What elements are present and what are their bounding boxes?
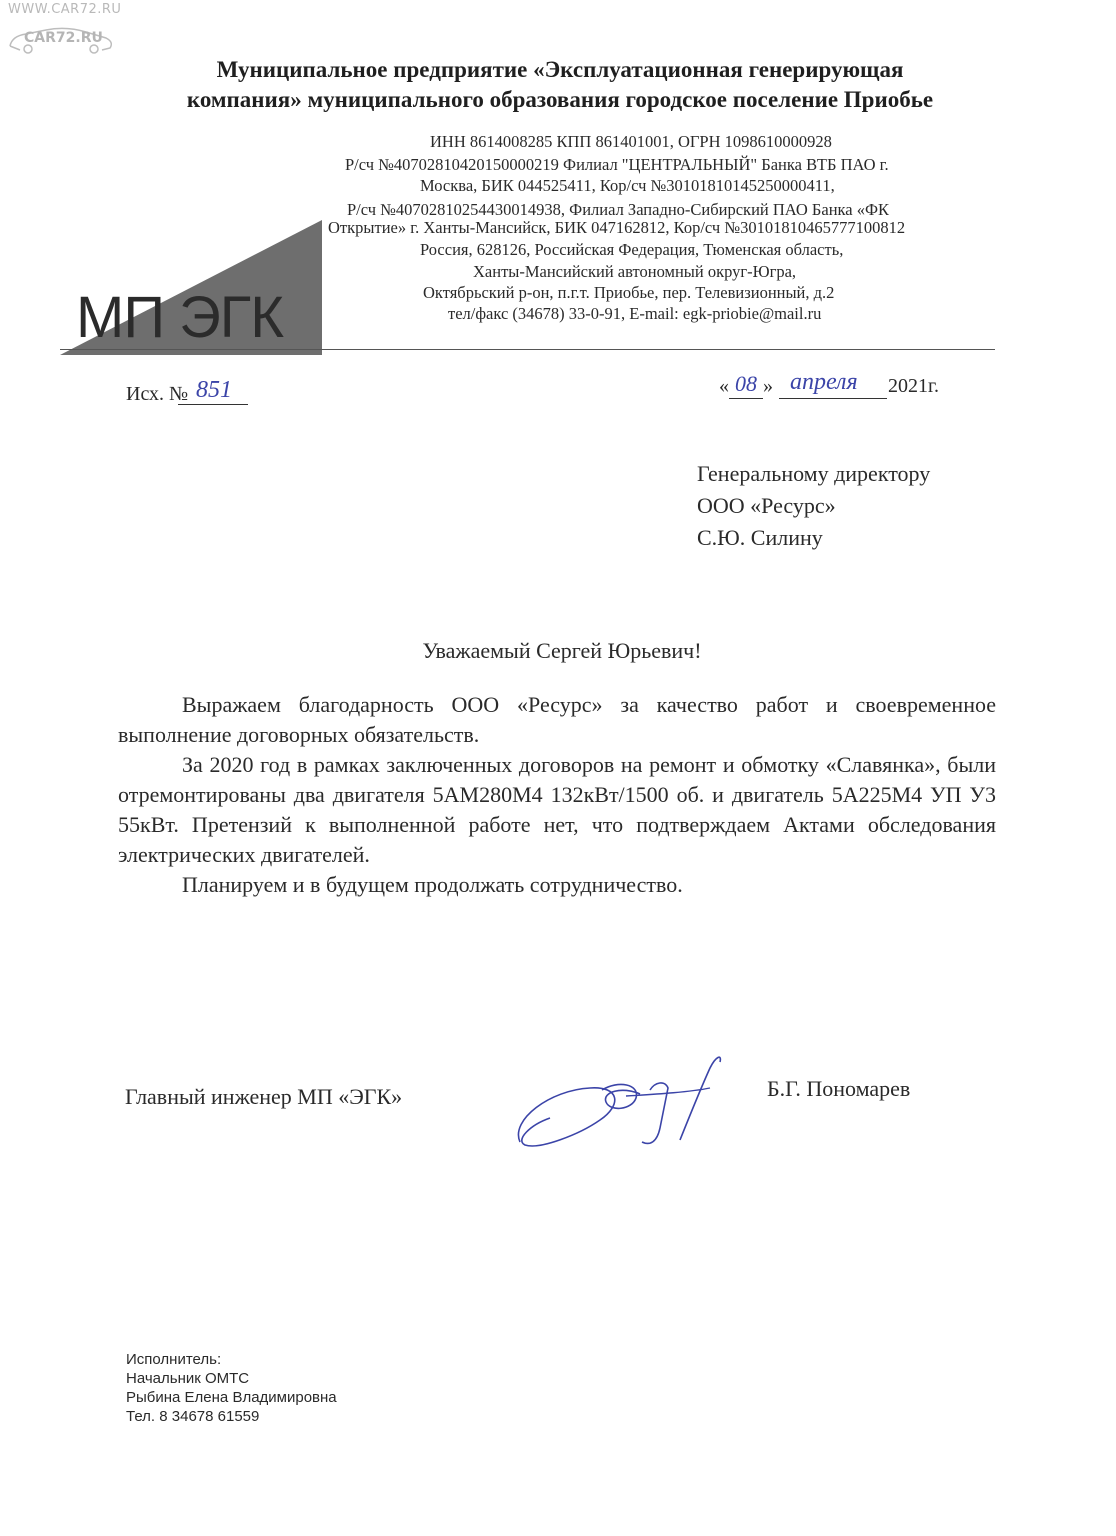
salutation: Уважаемый Сергей Юрьевич! (422, 638, 702, 663)
date-year: 2021г. (888, 375, 939, 397)
requisites-line: ИНН 8614008285 КПП 861401001, ОГРН 1098610000928 (430, 132, 832, 151)
body-paragraph: Выражаем благодарность ООО «Ресурс» за качество работ и своевременное выполнение договорных обязательств. (118, 692, 996, 747)
executor-label: Исполнитель: (126, 1351, 222, 1368)
watermark-logo-text: CAR72.RU (24, 30, 103, 46)
date-month: апреля (790, 369, 858, 395)
requisites-line: Р/сч №40702810254430014938, Филиал Западно-Сибирский ПАО Банка «ФК (347, 200, 890, 219)
executor-block (126, 1350, 337, 1426)
requisites-line: Р/сч №40702810420150000219 Филиал "ЦЕНТРАЛЬНЫЙ" Банка ВТБ ПАО г. (345, 155, 889, 174)
requisites-line: тел/факс (34678) 33-0-91, E-mail: egk-priobie@mail.ru (448, 304, 822, 323)
requisites-line: Октябрьский р-он, п.г.т. Приобье, пер. Телевизионный, д.2 (423, 283, 835, 302)
executor-name: Рыбина Елена Владимировна (126, 1389, 337, 1406)
outgoing-number-underline (178, 404, 248, 405)
recipient-company: ООО «Ресурс» (697, 493, 836, 518)
requisites-line: Россия, 628126, Российская Федерация, Тюменская область, (420, 240, 844, 259)
signatory-position: Главный инженер МП «ЭГК» (125, 1084, 403, 1109)
executor-phone: Тел. 8 34678 61559 (126, 1408, 260, 1425)
recipient-position: Генеральному директору (697, 461, 931, 486)
recipient-name: С.Ю. Силину (697, 525, 823, 550)
organization-name (110, 55, 1010, 115)
requisites-line: Ханты-Мансийский автономный округ-Югра, (473, 262, 797, 281)
date-month-underline (779, 398, 887, 399)
recipient-block (697, 458, 930, 554)
company-logo-text: МП ЭГК (76, 285, 283, 350)
organization-name-line: Муниципальное предприятие «Эксплуатационная генерирующая (216, 57, 904, 82)
letter-body (118, 690, 996, 900)
outgoing-number-label: Исх. № (126, 383, 189, 405)
organization-name-line: компания» муниципального образования городское поселение Приобье (186, 87, 934, 112)
executor-position: Начальник ОМТС (126, 1370, 250, 1387)
handwritten-signature (510, 1050, 750, 1160)
outgoing-number-value: 851 (196, 377, 232, 403)
watermark-url: WWW.CAR72.RU (8, 2, 122, 17)
date-quote-close: » (763, 375, 773, 397)
header-divider (60, 349, 995, 350)
requisites-line: Москва, БИК 044525411, Кор/сч №30101810145250000411, (420, 176, 835, 195)
date-quote-open: « (719, 375, 729, 397)
date-day: 08 (735, 371, 757, 396)
body-paragraph: За 2020 год в рамках заключенных договоров на ремонт и обмотку «Славянка», были отремонтированы два двигателя 5АМ280М4 132кВт/1500 об. и двигатель 5А225М4 УП У3 55кВт. Претензий к выполненной работе нет, что подтверждаем Актами обследования электрических двигателей. (118, 752, 996, 867)
body-paragraph: Планируем и в будущем продолжать сотрудничество. (182, 872, 683, 897)
signatory-name: Б.Г. Пономарев (767, 1076, 911, 1101)
date-day-underline (729, 398, 763, 399)
requisites-line: Открытие» г. Ханты-Мансийск, БИК 047162812, Кор/сч №30101810465777100812 (328, 218, 906, 237)
